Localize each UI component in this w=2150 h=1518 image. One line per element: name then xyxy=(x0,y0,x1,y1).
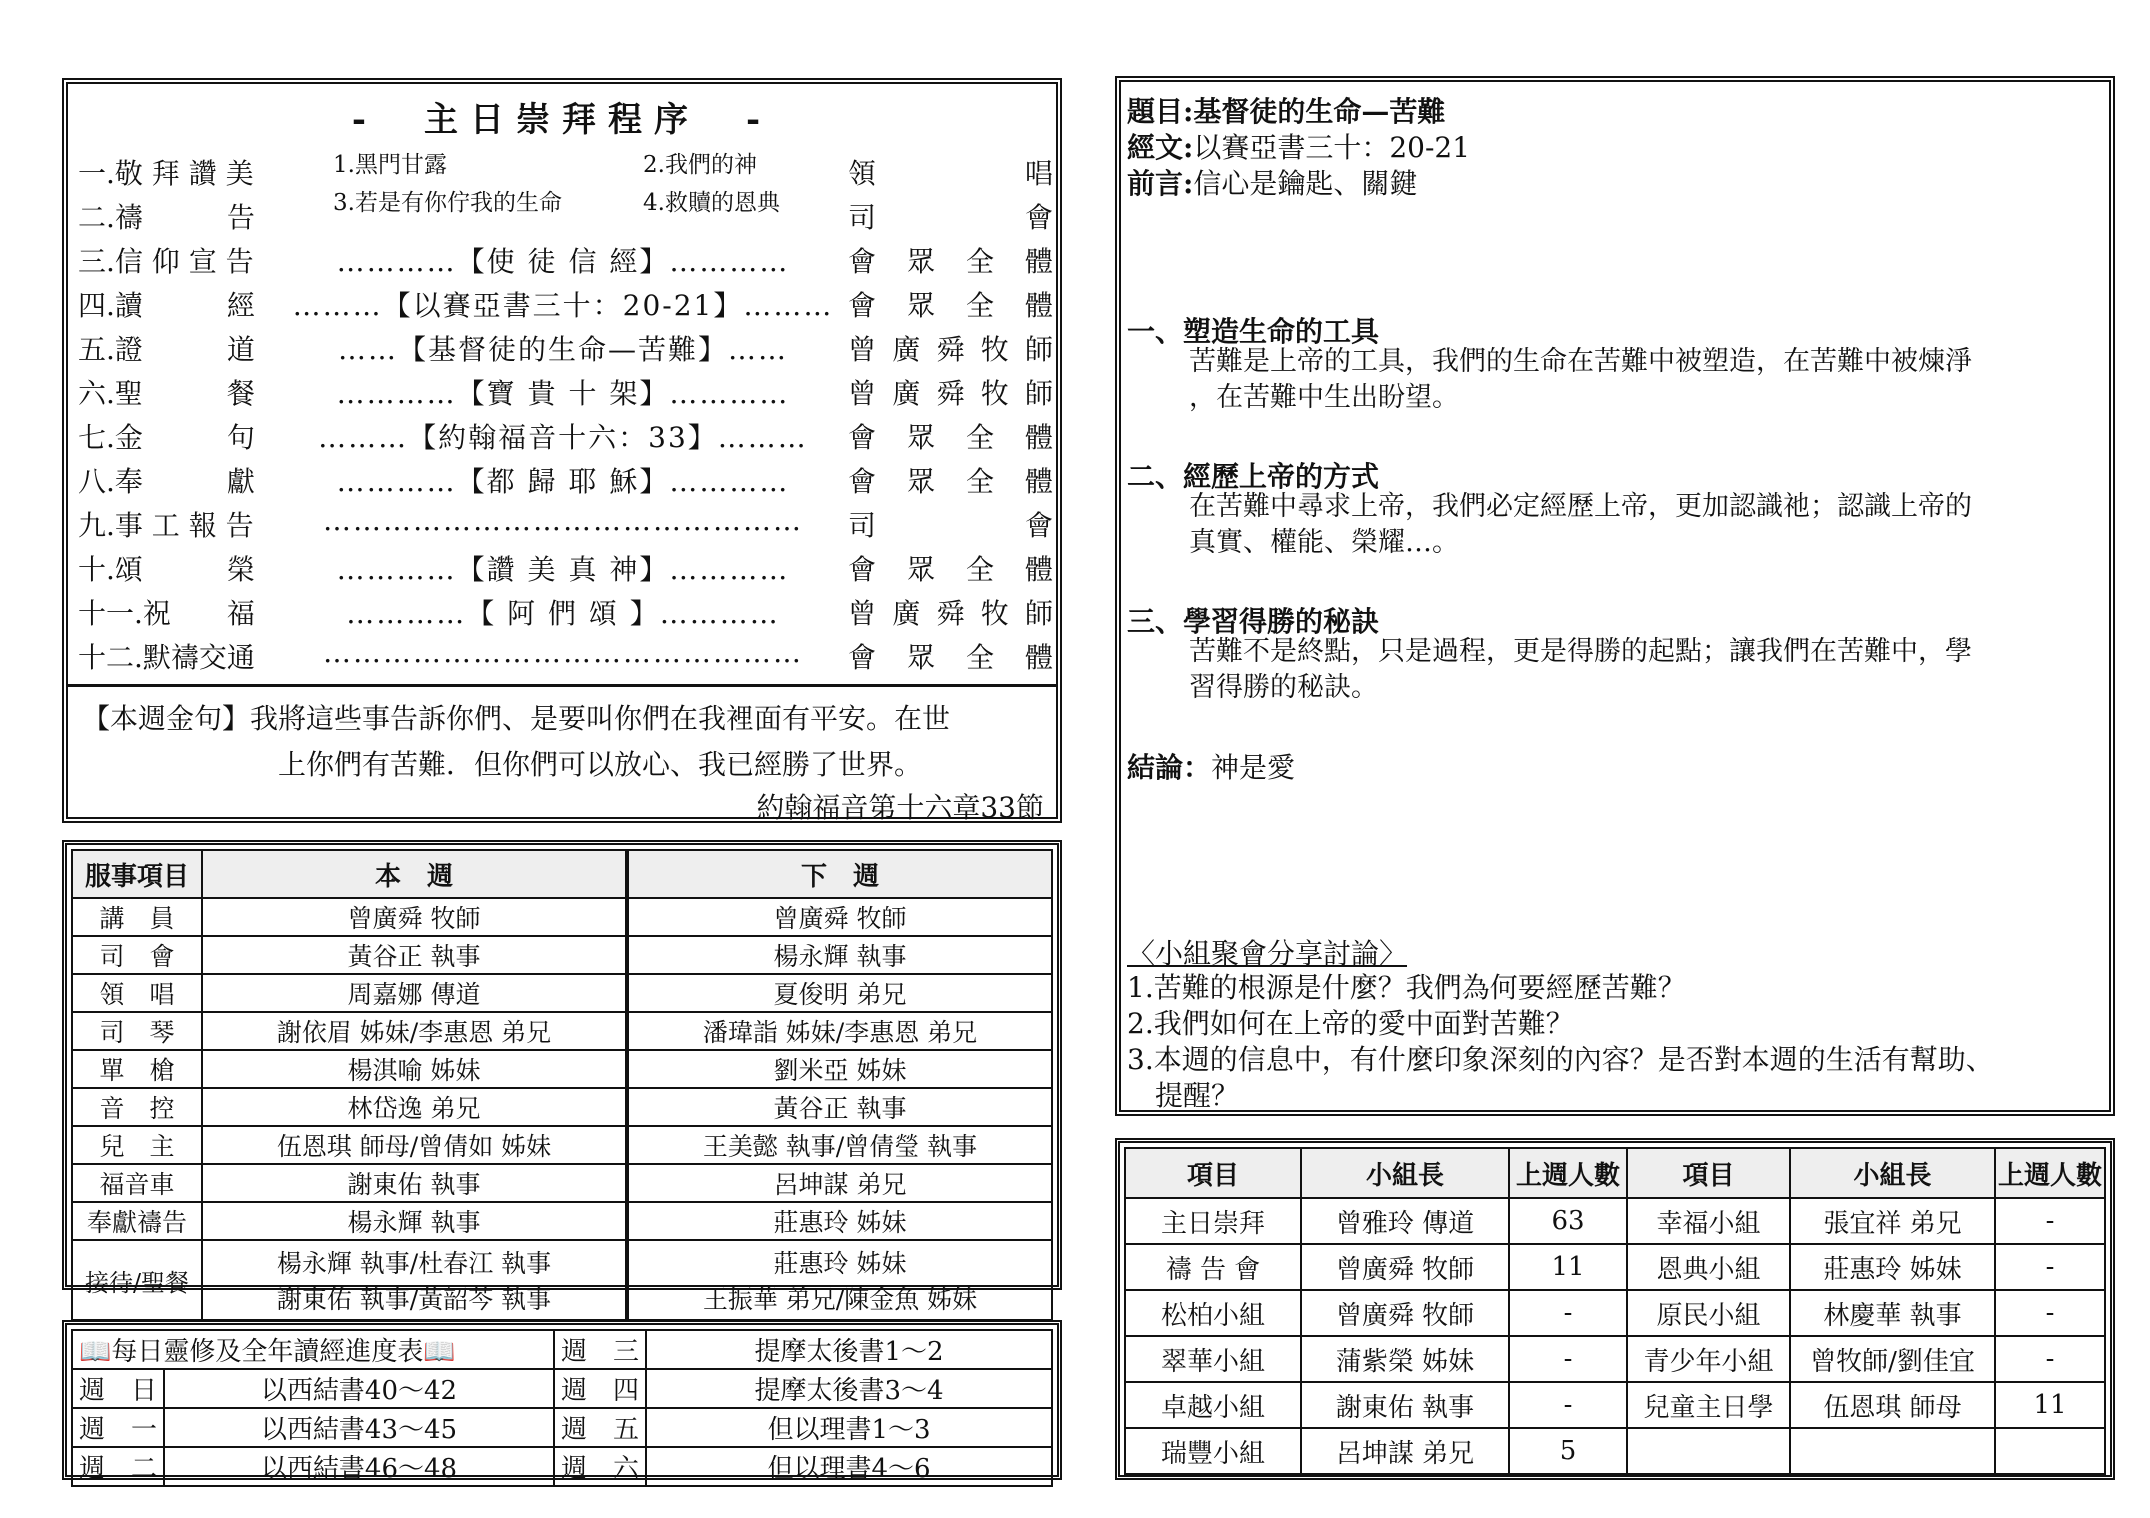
table-row xyxy=(72,1330,1052,1369)
table-cell: 主日崇拜 xyxy=(1125,1198,1301,1244)
table-row xyxy=(72,1240,1052,1320)
reading-plan xyxy=(62,1320,1062,1484)
program-item-detail: ………【約翰福音十六：33】……… xyxy=(318,421,808,454)
program-item-detail: ………【以賽亞書三十：20-21】……… xyxy=(292,289,834,322)
program-row xyxy=(78,328,1053,372)
program-item-leader: 曾廣舜牧師 xyxy=(848,597,1053,630)
table-cell: 提摩太後書3～4 xyxy=(646,1369,1052,1408)
program-item-leader: 領唱 xyxy=(848,157,1053,190)
table-cell xyxy=(1790,1428,1995,1474)
table-cell: - xyxy=(1995,1336,2105,1382)
table-cell: 以西結書40～42 xyxy=(164,1369,554,1408)
program-item-detail: ……【基督徒的生命—苦難】…… xyxy=(337,333,788,366)
table-cell: 曾廣舜 牧師 xyxy=(627,898,1052,936)
point-heading: 一、塑造生命的工具 xyxy=(1127,315,1380,348)
table-header-row xyxy=(1125,1148,2105,1198)
point-heading: 二、經歷上帝的方式 xyxy=(1127,460,1380,493)
table-cell: 恩典小組 xyxy=(1627,1244,1790,1290)
table-cell: 呂坤謀 弟兄 xyxy=(627,1164,1052,1202)
table-cell: 講 員 xyxy=(72,898,202,936)
column-header: 服事項目 xyxy=(72,850,202,898)
table-cell: 曾牧師/劉佳宜 xyxy=(1790,1336,1995,1382)
table-cell: 週 六 xyxy=(554,1447,646,1486)
program-item-leader: 會眾全體 xyxy=(848,641,1053,674)
table-row xyxy=(72,1050,1052,1088)
table-cell: 司 會 xyxy=(72,936,202,974)
program-item-name: 七.金 句 xyxy=(78,421,255,454)
table-cell: 但以理書4～6 xyxy=(646,1447,1052,1486)
table-row xyxy=(1125,1290,2105,1336)
program-item-detail: …………【 阿 們 頌 】………… xyxy=(346,597,780,630)
table-row xyxy=(1125,1336,2105,1382)
table-row xyxy=(72,1088,1052,1126)
program-row xyxy=(78,636,1053,680)
program-row xyxy=(78,416,1053,460)
service-roster xyxy=(62,840,1062,1314)
sermon-intro xyxy=(1127,162,1417,202)
table-cell: 曾廣舜 牧師 xyxy=(1301,1290,1509,1336)
conclusion-label: 結論： xyxy=(1127,751,1212,784)
program-item-leader: 會眾全體 xyxy=(848,553,1053,586)
program-item-leader: 司會 xyxy=(848,509,1053,542)
table-cell: 但以理書1～3 xyxy=(646,1408,1052,1447)
table-row xyxy=(72,974,1052,1012)
program-item-leader: 會眾全體 xyxy=(848,289,1053,322)
table-cell: 謝依眉 姊妹/李惠恩 弟兄 xyxy=(202,1012,627,1050)
conclusion-text: 神是愛 xyxy=(1211,751,1296,784)
reading-title: 📖每日靈修及全年讀經進度表📖 xyxy=(72,1330,554,1369)
program-item-name: 九.事 工 報 告 xyxy=(78,509,254,542)
program-item-leader: 司會 xyxy=(848,201,1053,234)
table-row xyxy=(72,1447,1052,1486)
column-header: 項目 xyxy=(1627,1148,1790,1198)
table-cell: 楊永輝 執事 xyxy=(202,1202,627,1240)
point-line: 苦難不是終點，只是過程，更是得勝的起點；讓我們在苦難中，學 xyxy=(1189,636,1972,667)
column-header: 小組長 xyxy=(1301,1148,1509,1198)
program-row xyxy=(78,592,1053,636)
table-row xyxy=(72,1408,1052,1447)
program-item-leader: 曾廣舜牧師 xyxy=(848,333,1053,366)
title-text: 基督徒的生命—苦難 xyxy=(1193,95,1446,128)
table-cell: - xyxy=(1995,1244,2105,1290)
table-cell: 黃谷正 執事 xyxy=(202,936,627,974)
table-cell: 幸福小組 xyxy=(1627,1198,1790,1244)
table-row xyxy=(1125,1428,2105,1474)
program-title: - 主日崇拜程序 - xyxy=(351,100,773,140)
program-row xyxy=(78,460,1053,504)
sermon-notes xyxy=(1115,76,2115,1116)
table-cell: 5 xyxy=(1509,1428,1627,1474)
table-cell: 卓越小組 xyxy=(1125,1382,1301,1428)
sermon-title xyxy=(1127,90,1445,130)
reading-table xyxy=(71,1329,1053,1487)
group-attendance xyxy=(1115,1138,2115,1480)
table-row xyxy=(72,1126,1052,1164)
table-cell: 63 xyxy=(1509,1198,1627,1244)
point-line: 苦難是上帝的工具，我們的生命在苦難中被塑造，在苦難中被煉淨 xyxy=(1189,346,1972,377)
program-row xyxy=(78,196,1053,240)
scripture-label: 經文: xyxy=(1127,131,1194,164)
program-item-name: 四.讀 經 xyxy=(78,289,255,322)
table-cell: 莊惠玲 姊妹 xyxy=(1790,1244,1995,1290)
point-line: 在苦難中尋求上帝，我們必定經歷上帝，更加認識祂；認識上帝的 xyxy=(1189,491,1972,522)
table-cell: 翠華小組 xyxy=(1125,1336,1301,1382)
table-cell: 兒童主日學 xyxy=(1627,1382,1790,1428)
program-item-name: 二.禱 告 xyxy=(78,201,255,234)
point-heading: 三、學習得勝的秘訣 xyxy=(1127,605,1380,638)
table-header-row xyxy=(72,850,1052,898)
program-row xyxy=(78,504,1053,548)
table-cell: 週 五 xyxy=(554,1408,646,1447)
program-item-leader: 會眾全體 xyxy=(848,245,1053,278)
hymn-1: 1.黑門甘露 xyxy=(333,152,447,178)
table-cell: 以西結書46～48 xyxy=(164,1447,554,1486)
discussion-questions xyxy=(1127,970,2102,1114)
program-item-name: 十一.祝 福 xyxy=(78,597,255,630)
table-row xyxy=(72,1202,1052,1240)
table-cell: 接待/聖餐 xyxy=(72,1240,202,1320)
program-item-name: 十二.默禱交通 xyxy=(78,641,255,674)
table-cell: 11 xyxy=(1509,1244,1627,1290)
program-row xyxy=(78,284,1053,328)
table-cell: 週 三 xyxy=(554,1330,646,1369)
program-row xyxy=(78,372,1053,416)
program-row xyxy=(78,548,1053,592)
table-cell: 兒 主 xyxy=(72,1126,202,1164)
table-cell: 週 一 xyxy=(72,1408,164,1447)
table-cell xyxy=(202,1240,627,1320)
title-label: 題目: xyxy=(1127,95,1194,128)
verse-line-2: 上你們有苦難．但你們可以放心、我已經勝了世界。 xyxy=(278,748,923,781)
table-cell: 曾廣舜 牧師 xyxy=(202,898,627,936)
scripture-text: 以賽亞書三十：20-21 xyxy=(1193,131,1471,164)
table-cell: 潘瑋詣 姊妹/李惠恩 弟兄 xyxy=(627,1012,1052,1050)
intro-label: 前言: xyxy=(1127,167,1194,200)
program-item-leader: 會眾全體 xyxy=(848,421,1053,454)
column-header: 項目 xyxy=(1125,1148,1301,1198)
table-row xyxy=(72,1369,1052,1408)
program-item-detail: ………………………………………… xyxy=(323,504,803,537)
table-cell: 莊惠玲 姊妹 xyxy=(627,1202,1052,1240)
table-cell: 司 琴 xyxy=(72,1012,202,1050)
program-item-detail: …………【都 歸 耶 穌】………… xyxy=(336,465,790,498)
table-cell: 謝東佑 執事 xyxy=(202,1164,627,1202)
table-cell: 楊淇喻 姊妹 xyxy=(202,1050,627,1088)
program-item-leader: 會眾全體 xyxy=(848,465,1053,498)
table-cell: 音 控 xyxy=(72,1088,202,1126)
table-cell: 原民小組 xyxy=(1627,1290,1790,1336)
table-cell: 呂坤謀 弟兄 xyxy=(1301,1428,1509,1474)
table-cell: 伍恩琪 師母 xyxy=(1790,1382,1995,1428)
question: 1.苦難的根源是什麼？我們為何要經歷苦難？ xyxy=(1127,971,1686,1004)
table-row xyxy=(1125,1244,2105,1290)
table-cell xyxy=(1627,1428,1790,1474)
cell-line: 楊永輝 執事/杜春江 執事 xyxy=(276,1249,552,1278)
cell-line: 莊惠玲 姊妹 xyxy=(773,1249,907,1278)
program-item-detail: …………【使 徒 信 經】………… xyxy=(336,245,790,278)
table-cell: - xyxy=(1509,1382,1627,1428)
table-cell: 瑞豐小組 xyxy=(1125,1428,1301,1474)
table-cell: 松柏小組 xyxy=(1125,1290,1301,1336)
program-item-leader: 曾廣舜牧師 xyxy=(848,377,1053,410)
table-cell: - xyxy=(1995,1290,2105,1336)
table-cell: 領 唱 xyxy=(72,974,202,1012)
table-cell: 曾廣舜 牧師 xyxy=(1301,1244,1509,1290)
table-cell: 單 槍 xyxy=(72,1050,202,1088)
table-cell: 王美懿 執事/曾倩瑩 執事 xyxy=(627,1126,1052,1164)
table-cell: 曾雅玲 傳道 xyxy=(1301,1198,1509,1244)
point-body xyxy=(1189,344,2109,416)
table-cell: 以西結書43～45 xyxy=(164,1408,554,1447)
program-item-name: 八.奉 獻 xyxy=(78,465,255,498)
program-row xyxy=(78,240,1053,284)
worship-program xyxy=(62,78,1062,823)
table-cell: - xyxy=(1509,1290,1627,1336)
point-line: 真實、權能、榮耀…。 xyxy=(1189,527,1459,558)
table-cell: 林岱逸 弟兄 xyxy=(202,1088,627,1126)
point-line: ，在苦難中生出盼望。 xyxy=(1189,382,1459,413)
table-row xyxy=(72,1012,1052,1050)
question: 3.本週的信息中，有什麼印象深刻的內容？是否對本週的生活有幫助、 xyxy=(1127,1043,1994,1076)
table-cell: 禱 告 會 xyxy=(1125,1244,1301,1290)
table-cell: 楊永輝 執事 xyxy=(627,936,1052,974)
table-cell: 週 四 xyxy=(554,1369,646,1408)
discussion-title: 〈小組聚會分享討論〉 xyxy=(1127,937,1408,970)
verse-reference: 約翰福音第十六章33節 xyxy=(756,791,1044,824)
column-header: 本 週 xyxy=(202,850,627,898)
intro-text: 信心是鑰匙、關鍵 xyxy=(1193,167,1418,200)
hymn-3: 3.若是有你佇我的生命 xyxy=(333,190,562,216)
cell-line: 謝東佑 執事/黃韶芩 執事 xyxy=(276,1285,552,1314)
table-cell: 伍恩琪 師母/曾倩如 姊妹 xyxy=(202,1126,627,1164)
column-header: 上週人數 xyxy=(1995,1148,2105,1198)
question: 2.我們如何在上帝的愛中面對苦難？ xyxy=(1127,1007,1574,1040)
point-body xyxy=(1189,489,2109,561)
table-row xyxy=(72,936,1052,974)
program-row xyxy=(78,152,1053,196)
table-cell: 劉米亞 姊妹 xyxy=(627,1050,1052,1088)
point-body xyxy=(1189,634,2109,706)
table-row xyxy=(1125,1382,2105,1428)
table-cell: 林慶華 執事 xyxy=(1790,1290,1995,1336)
program-item-name: 十.頌 榮 xyxy=(78,553,255,586)
question: 提醒？ xyxy=(1127,1079,1240,1112)
point-line: 習得勝的秘訣。 xyxy=(1189,672,1378,703)
table-row xyxy=(72,898,1052,936)
table-row xyxy=(72,1164,1052,1202)
column-header: 上週人數 xyxy=(1509,1148,1627,1198)
table-cell: - xyxy=(1509,1336,1627,1382)
program-item-detail: ………………………………………… xyxy=(323,636,803,669)
program-item-name: 一.敬 拜 讚 美 xyxy=(78,157,254,190)
group-table xyxy=(1124,1147,2106,1475)
table-cell: 蒲紫榮 姊妹 xyxy=(1301,1336,1509,1382)
divider xyxy=(68,684,1056,687)
table-cell: 夏俊明 弟兄 xyxy=(627,974,1052,1012)
sermon-conclusion xyxy=(1127,746,1295,786)
table-cell: 週 二 xyxy=(72,1447,164,1486)
column-header: 小組長 xyxy=(1790,1148,1995,1198)
verse-line-1: 我將這些事告訴你們、是要叫你們在我裡面有平安。在世 xyxy=(250,702,951,735)
table-cell: 張宜祥 弟兄 xyxy=(1790,1198,1995,1244)
program-item-name: 三.信 仰 宣 告 xyxy=(78,245,254,278)
table-cell: 周嘉娜 傳道 xyxy=(202,974,627,1012)
hymn-2: 2.我們的神 xyxy=(643,152,757,178)
table-cell: 謝東佑 執事 xyxy=(1301,1382,1509,1428)
program-item-detail: …………【讚 美 真 神】………… xyxy=(336,553,790,586)
program-item-name: 六.聖 餐 xyxy=(78,377,255,410)
cell-line: 王振華 弟兄/陳金魚 姊妹 xyxy=(702,1285,978,1314)
table-cell: 11 xyxy=(1995,1382,2105,1428)
sermon-scripture xyxy=(1127,126,1470,166)
table-cell: 福音車 xyxy=(72,1164,202,1202)
table-cell xyxy=(1995,1428,2105,1474)
column-header: 下 週 xyxy=(627,850,1052,898)
table-cell: 奉獻禱告 xyxy=(72,1202,202,1240)
service-table xyxy=(71,849,1053,1321)
table-cell xyxy=(627,1240,1052,1320)
table-cell: 提摩太後書1～2 xyxy=(646,1330,1052,1369)
weekly-verse xyxy=(82,696,1057,788)
table-cell: 青少年小組 xyxy=(1627,1336,1790,1382)
table-row xyxy=(1125,1198,2105,1244)
hymn-4: 4.救贖的恩典 xyxy=(643,190,780,216)
table-cell: 週 日 xyxy=(72,1369,164,1408)
program-item-name: 五.證 道 xyxy=(78,333,255,366)
program-item-detail: …………【寶 貴 十 架】………… xyxy=(336,377,790,410)
table-cell: - xyxy=(1995,1198,2105,1244)
verse-label: 【本週金句】 xyxy=(82,702,251,735)
table-cell: 黃谷正 執事 xyxy=(627,1088,1052,1126)
